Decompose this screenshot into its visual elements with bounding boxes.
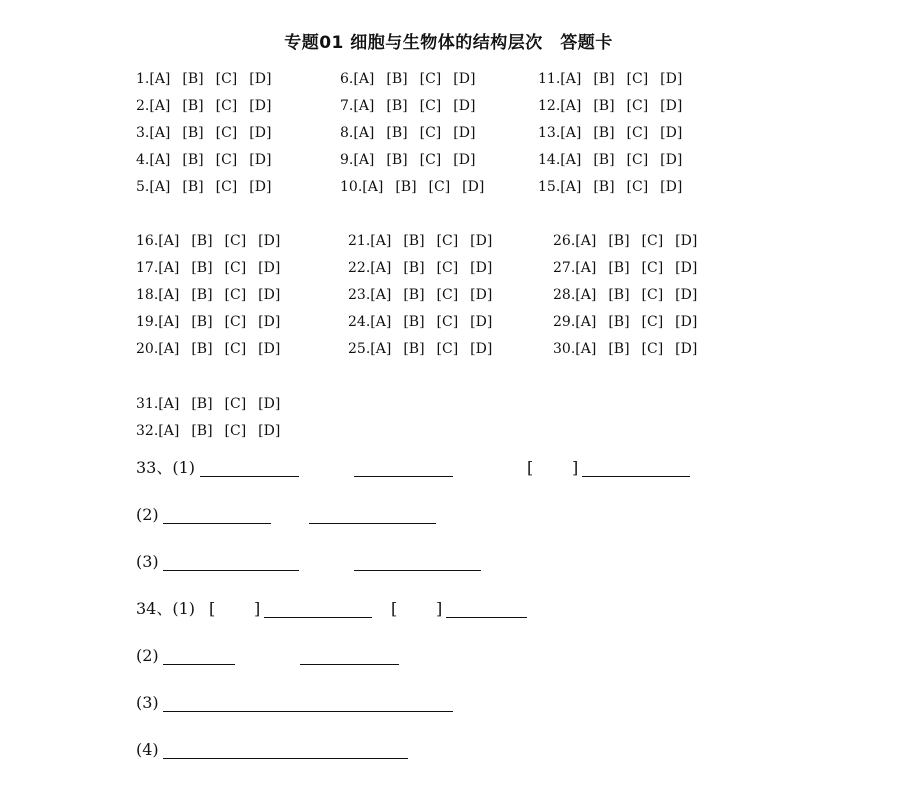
option-a-bubble[interactable]: [A] xyxy=(575,341,597,357)
question-number: 1. xyxy=(136,71,150,87)
option-b-bubble[interactable]: [B] xyxy=(403,233,425,249)
option-a-bubble[interactable]: [A] xyxy=(353,125,375,141)
option-d-bubble[interactable]: [D] xyxy=(258,314,281,330)
option-a-bubble[interactable]: [A] xyxy=(158,233,180,249)
question-number: 22. xyxy=(348,260,371,276)
question-number: 6. xyxy=(340,71,354,87)
option-a-bubble[interactable]: [A] xyxy=(560,125,582,141)
question-number: 14. xyxy=(538,152,561,168)
question-row xyxy=(136,259,292,277)
question-number: 3. xyxy=(136,125,150,141)
q34-1-blank-b[interactable] xyxy=(446,617,527,618)
option-b-bubble[interactable]: [B] xyxy=(403,341,425,357)
question-row xyxy=(136,178,283,196)
option-d-bubble[interactable]: [D] xyxy=(660,179,683,195)
question-row xyxy=(136,97,283,115)
option-d-bubble[interactable]: [D] xyxy=(249,152,272,168)
question-row xyxy=(348,340,504,358)
question-number: 16. xyxy=(136,233,159,249)
option-a-bubble[interactable]: [A] xyxy=(149,179,171,195)
option-d-bubble[interactable]: [D] xyxy=(258,396,281,412)
option-d-bubble[interactable]: [D] xyxy=(660,152,683,168)
option-d-bubble[interactable]: [D] xyxy=(660,98,683,114)
option-a-bubble[interactable]: [A] xyxy=(560,179,582,195)
option-d-bubble[interactable]: [D] xyxy=(258,260,281,276)
question-row xyxy=(553,259,709,277)
option-a-bubble[interactable]: [A] xyxy=(158,287,180,303)
q33-3-blank-a[interactable] xyxy=(163,570,299,571)
option-b-bubble[interactable]: [B] xyxy=(386,152,408,168)
question-row xyxy=(348,259,504,277)
option-b-bubble[interactable]: [B] xyxy=(191,260,213,276)
option-b-bubble[interactable]: [B] xyxy=(182,179,204,195)
question-number: 11. xyxy=(538,71,561,87)
question-row xyxy=(538,178,694,196)
question-number: 21. xyxy=(348,233,371,249)
q34-1-bracket-open-a: [ xyxy=(209,599,216,618)
q33-part1-label: 33、(1) xyxy=(136,458,196,477)
option-c-bubble[interactable]: [C] xyxy=(224,396,247,412)
option-c-bubble[interactable]: [C] xyxy=(428,179,451,195)
option-d-bubble[interactable]: [D] xyxy=(453,152,476,168)
option-a-bubble[interactable]: [A] xyxy=(575,233,597,249)
question-number: 12. xyxy=(538,98,561,114)
option-a-bubble[interactable]: [A] xyxy=(560,71,582,87)
q34-2-blank-a[interactable] xyxy=(163,664,235,665)
q34-4-blank[interactable] xyxy=(163,758,408,759)
question-number: 31. xyxy=(136,396,159,412)
option-b-bubble[interactable]: [B] xyxy=(395,179,417,195)
question-row xyxy=(348,286,504,304)
option-b-bubble[interactable]: [B] xyxy=(191,423,213,439)
option-c-bubble[interactable]: [C] xyxy=(626,179,649,195)
question-row xyxy=(136,70,283,88)
question-row xyxy=(348,232,504,250)
q33-1-blank-a[interactable] xyxy=(200,476,299,477)
option-d-bubble[interactable]: [D] xyxy=(470,314,493,330)
option-c-bubble[interactable]: [C] xyxy=(641,314,664,330)
option-c-bubble[interactable]: [C] xyxy=(641,233,664,249)
question-number: 17. xyxy=(136,260,159,276)
question-row xyxy=(136,422,292,440)
option-b-bubble[interactable]: [B] xyxy=(386,71,408,87)
option-a-bubble[interactable]: [A] xyxy=(149,152,171,168)
question-number: 9. xyxy=(340,152,354,168)
question-number: 27. xyxy=(553,260,576,276)
q33-1-blank-b[interactable] xyxy=(354,476,453,477)
q34-1-blank-a[interactable] xyxy=(264,617,372,618)
option-d-bubble[interactable]: [D] xyxy=(249,179,272,195)
question-row xyxy=(340,97,487,115)
option-b-bubble[interactable]: [B] xyxy=(182,71,204,87)
question-row xyxy=(136,286,292,304)
q33-part3-label: (3) xyxy=(136,552,159,571)
option-b-bubble[interactable]: [B] xyxy=(191,396,213,412)
option-c-bubble[interactable]: [C] xyxy=(224,260,247,276)
option-d-bubble[interactable]: [D] xyxy=(470,341,493,357)
question-number: 32. xyxy=(136,423,159,439)
q33-2-blank-a[interactable] xyxy=(163,523,271,524)
option-c-bubble[interactable]: [C] xyxy=(419,71,442,87)
option-b-bubble[interactable]: [B] xyxy=(608,260,630,276)
option-c-bubble[interactable]: [C] xyxy=(641,287,664,303)
option-b-bubble[interactable]: [B] xyxy=(608,341,630,357)
option-d-bubble[interactable]: [D] xyxy=(249,71,272,87)
option-d-bubble[interactable]: [D] xyxy=(470,260,493,276)
option-d-bubble[interactable]: [D] xyxy=(470,287,493,303)
option-b-bubble[interactable]: [B] xyxy=(403,314,425,330)
option-c-bubble[interactable]: [C] xyxy=(224,233,247,249)
question-row xyxy=(340,178,496,196)
option-b-bubble[interactable]: [B] xyxy=(386,125,408,141)
question-number: 8. xyxy=(340,125,354,141)
option-d-bubble[interactable]: [D] xyxy=(470,233,493,249)
q33-1-bracket-close: ] xyxy=(572,458,579,477)
option-b-bubble[interactable]: [B] xyxy=(608,287,630,303)
option-d-bubble[interactable]: [D] xyxy=(462,179,485,195)
option-c-bubble[interactable]: [C] xyxy=(436,314,459,330)
option-b-bubble[interactable]: [B] xyxy=(403,260,425,276)
option-a-bubble[interactable]: [A] xyxy=(158,396,180,412)
page-title: 专题01 细胞与生物体的结构层次 答题卡 xyxy=(284,33,613,53)
option-b-bubble[interactable]: [B] xyxy=(182,125,204,141)
option-c-bubble[interactable]: [C] xyxy=(224,423,247,439)
question-row xyxy=(538,151,694,169)
question-row xyxy=(340,70,487,88)
question-row xyxy=(136,124,283,142)
question-row xyxy=(538,70,694,88)
option-a-bubble[interactable]: [A] xyxy=(362,179,384,195)
question-number: 28. xyxy=(553,287,576,303)
question-number: 25. xyxy=(348,341,371,357)
option-d-bubble[interactable]: [D] xyxy=(249,98,272,114)
question-number: 24. xyxy=(348,314,371,330)
option-b-bubble[interactable]: [B] xyxy=(593,179,615,195)
option-b-bubble[interactable]: [B] xyxy=(386,98,408,114)
option-c-bubble[interactable]: [C] xyxy=(215,98,238,114)
option-d-bubble[interactable]: [D] xyxy=(453,98,476,114)
option-c-bubble[interactable]: [C] xyxy=(215,71,238,87)
option-d-bubble[interactable]: [D] xyxy=(660,125,683,141)
option-d-bubble[interactable]: [D] xyxy=(453,125,476,141)
option-a-bubble[interactable]: [A] xyxy=(149,71,171,87)
option-b-bubble[interactable]: [B] xyxy=(191,341,213,357)
option-a-bubble[interactable]: [A] xyxy=(370,314,392,330)
question-row xyxy=(136,395,292,413)
option-c-bubble[interactable]: [C] xyxy=(626,98,649,114)
q34-part3-label: (3) xyxy=(136,693,159,712)
option-a-bubble[interactable]: [A] xyxy=(158,260,180,276)
option-c-bubble[interactable]: [C] xyxy=(224,287,247,303)
question-number: 20. xyxy=(136,341,159,357)
option-a-bubble[interactable]: [A] xyxy=(353,152,375,168)
option-b-bubble[interactable]: [B] xyxy=(593,71,615,87)
option-a-bubble[interactable]: [A] xyxy=(158,423,180,439)
q34-1-bracket-open-b: [ xyxy=(391,599,398,618)
option-d-bubble[interactable]: [D] xyxy=(258,233,281,249)
option-a-bubble[interactable]: [A] xyxy=(158,314,180,330)
question-row xyxy=(553,313,709,331)
question-row xyxy=(348,313,504,331)
option-c-bubble[interactable]: [C] xyxy=(626,71,649,87)
option-d-bubble[interactable]: [D] xyxy=(453,71,476,87)
question-number: 18. xyxy=(136,287,159,303)
option-c-bubble[interactable]: [C] xyxy=(436,233,459,249)
option-d-bubble[interactable]: [D] xyxy=(675,314,698,330)
q34-1-bracket-close-a: ] xyxy=(254,599,261,618)
option-c-bubble[interactable]: [C] xyxy=(215,179,238,195)
option-c-bubble[interactable]: [C] xyxy=(224,341,247,357)
question-number: 2. xyxy=(136,98,150,114)
option-c-bubble[interactable]: [C] xyxy=(626,152,649,168)
option-b-bubble[interactable]: [B] xyxy=(191,314,213,330)
option-d-bubble[interactable]: [D] xyxy=(258,423,281,439)
option-a-bubble[interactable]: [A] xyxy=(370,233,392,249)
q34-part2-label: (2) xyxy=(136,646,159,665)
option-a-bubble[interactable]: [A] xyxy=(560,98,582,114)
question-row xyxy=(136,151,283,169)
q34-part1-label: 34、(1) xyxy=(136,599,196,618)
question-row xyxy=(538,97,694,115)
option-a-bubble[interactable]: [A] xyxy=(149,98,171,114)
option-b-bubble[interactable]: [B] xyxy=(593,152,615,168)
option-c-bubble[interactable]: [C] xyxy=(419,125,442,141)
option-b-bubble[interactable]: [B] xyxy=(593,125,615,141)
question-row xyxy=(553,340,709,358)
question-row xyxy=(553,286,709,304)
option-a-bubble[interactable]: [A] xyxy=(149,125,171,141)
option-b-bubble[interactable]: [B] xyxy=(182,98,204,114)
question-number: 15. xyxy=(538,179,561,195)
option-b-bubble[interactable]: [B] xyxy=(608,233,630,249)
option-a-bubble[interactable]: [A] xyxy=(158,341,180,357)
option-b-bubble[interactable]: [B] xyxy=(191,287,213,303)
question-row xyxy=(136,232,292,250)
option-c-bubble[interactable]: [C] xyxy=(419,152,442,168)
question-number: 29. xyxy=(553,314,576,330)
option-a-bubble[interactable]: [A] xyxy=(370,260,392,276)
question-number: 19. xyxy=(136,314,159,330)
question-number: 7. xyxy=(340,98,354,114)
option-c-bubble[interactable]: [C] xyxy=(641,260,664,276)
option-c-bubble[interactable]: [C] xyxy=(436,287,459,303)
question-row xyxy=(136,340,292,358)
option-d-bubble[interactable]: [D] xyxy=(675,341,698,357)
option-c-bubble[interactable]: [C] xyxy=(215,152,238,168)
option-b-bubble[interactable]: [B] xyxy=(593,98,615,114)
question-number: 26. xyxy=(553,233,576,249)
option-a-bubble[interactable]: [A] xyxy=(370,287,392,303)
q33-part2-label: (2) xyxy=(136,505,159,524)
question-row xyxy=(538,124,694,142)
question-row xyxy=(553,232,709,250)
option-d-bubble[interactable]: [D] xyxy=(660,71,683,87)
question-number: 10. xyxy=(340,179,363,195)
q33-2-blank-b[interactable] xyxy=(309,523,436,524)
question-number: 13. xyxy=(538,125,561,141)
q33-1-blank-c[interactable] xyxy=(582,476,690,477)
option-c-bubble[interactable]: [C] xyxy=(436,341,459,357)
q33-3-blank-b[interactable] xyxy=(354,570,481,571)
option-c-bubble[interactable]: [C] xyxy=(641,341,664,357)
q34-2-blank-b[interactable] xyxy=(300,664,399,665)
option-a-bubble[interactable]: [A] xyxy=(575,287,597,303)
option-a-bubble[interactable]: [A] xyxy=(370,341,392,357)
option-c-bubble[interactable]: [C] xyxy=(436,260,459,276)
option-a-bubble[interactable]: [A] xyxy=(575,260,597,276)
option-c-bubble[interactable]: [C] xyxy=(626,125,649,141)
question-number: 23. xyxy=(348,287,371,303)
option-c-bubble[interactable]: [C] xyxy=(419,98,442,114)
q33-1-bracket-open: [ xyxy=(527,458,534,477)
option-c-bubble[interactable]: [C] xyxy=(215,125,238,141)
option-b-bubble[interactable]: [B] xyxy=(191,233,213,249)
option-c-bubble[interactable]: [C] xyxy=(224,314,247,330)
option-d-bubble[interactable]: [D] xyxy=(258,287,281,303)
option-d-bubble[interactable]: [D] xyxy=(675,287,698,303)
question-number: 30. xyxy=(553,341,576,357)
option-a-bubble[interactable]: [A] xyxy=(353,71,375,87)
q34-3-blank[interactable] xyxy=(163,711,453,712)
option-d-bubble[interactable]: [D] xyxy=(249,125,272,141)
option-b-bubble[interactable]: [B] xyxy=(608,314,630,330)
q34-part4-label: (4) xyxy=(136,740,159,759)
option-d-bubble[interactable]: [D] xyxy=(258,341,281,357)
question-row xyxy=(136,313,292,331)
option-b-bubble[interactable]: [B] xyxy=(403,287,425,303)
option-d-bubble[interactable]: [D] xyxy=(675,233,698,249)
q34-1-bracket-close-b: ] xyxy=(436,599,443,618)
question-number: 4. xyxy=(136,152,150,168)
option-a-bubble[interactable]: [A] xyxy=(560,152,582,168)
option-a-bubble[interactable]: [A] xyxy=(353,98,375,114)
option-b-bubble[interactable]: [B] xyxy=(182,152,204,168)
question-row xyxy=(340,151,487,169)
option-d-bubble[interactable]: [D] xyxy=(675,260,698,276)
option-a-bubble[interactable]: [A] xyxy=(575,314,597,330)
question-row xyxy=(340,124,487,142)
question-number: 5. xyxy=(136,179,150,195)
